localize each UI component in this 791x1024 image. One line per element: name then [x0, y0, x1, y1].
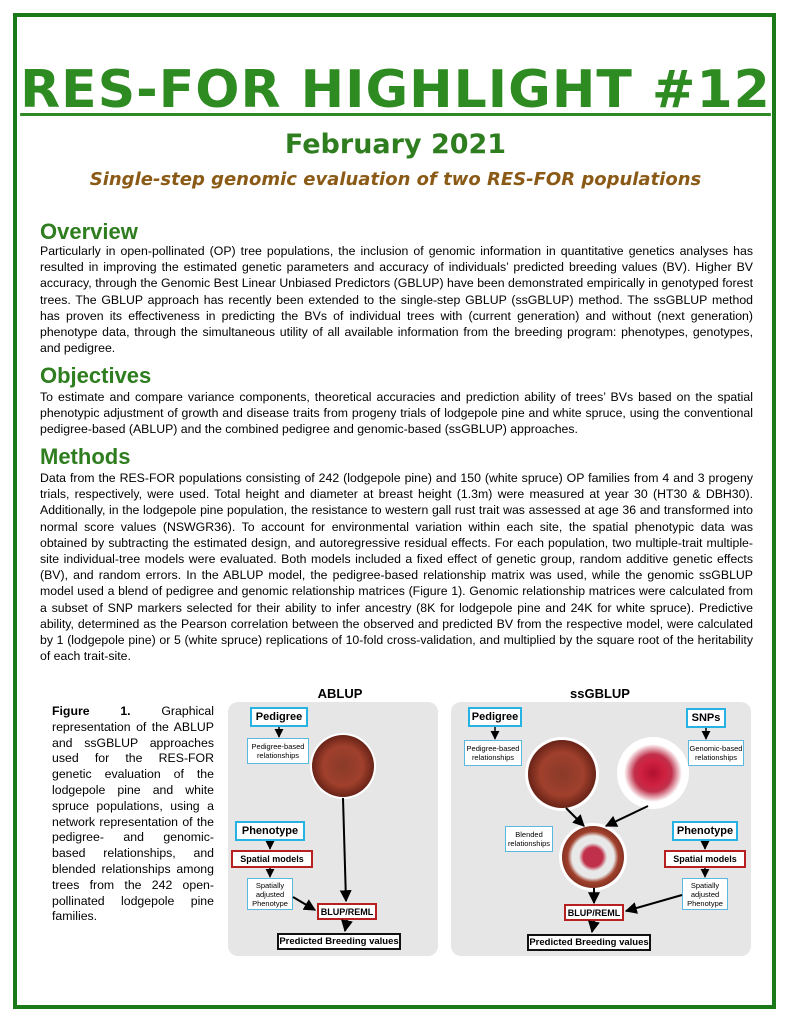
ablup-spatial-models-box: Spatial models: [231, 850, 313, 868]
page-title: RES-FOR HIGHLIGHT #12: [20, 60, 771, 120]
overview-heading: Overview: [40, 219, 138, 244]
methods-heading: Methods: [40, 444, 131, 469]
objectives-heading: Objectives: [40, 363, 152, 388]
ssgblup-title: ssGBLUP: [570, 686, 630, 701]
ssgblup-predicted-box: Predicted Breeding values: [527, 934, 651, 951]
figure-caption-text: Graphical representation of the ABLUP and ssGBLUP approaches used for the RES-FOR genetic evaluation of the lodgepole pine and white spruce populations, using a network representation of the pedigree- and genomic-based relationships, and blended relationships among trees from the 242 open-pollinated lodgepole pine families.: [52, 704, 214, 924]
ssgblup-spatial-models-box: Spatial models: [664, 850, 746, 868]
ablup-pedigree-box: Pedigree: [250, 707, 308, 727]
overview-text: Particularly in open-pollinated (OP) tree populations, the inclusion of genomic information in quantitative genetics analyses has resulted in improving the estimated genetic parameters and accuracy of individuals’ predicted breeding values (BV). Higher BV accuracy, through the Genomic Best Linear Unbiased Predictors (GBLUP) have been demonstrated empirically in genotyped forest trees. The GBLUP approach has recently been extended to the single-step GBLUP (ssGBLUP) method. The ssGBLUP method has proven its effectiveness in predicting the BVs of individual trees with (current generation) and without (next generation) phenotype data, through the simultaneous utility of all available information from the breeding program: phenotypes, genotypes, and pedigree.: [40, 244, 753, 356]
figure-label: Figure 1.: [52, 704, 131, 718]
ablup-pedigree-rel: Pedigree-based relationships: [247, 738, 309, 764]
page-subtitle: Single-step genomic evaluation of two RES-FOR populations: [89, 169, 702, 190]
ssgblup-spatially-adjusted: Spatially adjusted Phenotype: [682, 878, 728, 910]
ssgblup-phenotype-box: Phenotype: [672, 821, 738, 841]
ssgblup-blended-rel: Blended relationships: [505, 826, 553, 852]
ssgblup-blup-box: BLUP/REML: [564, 904, 624, 921]
issue-date: February 2021: [284, 129, 507, 160]
ablup-predicted-box: Predicted Breeding values: [277, 933, 401, 950]
ablup-blup-box: BLUP/REML: [317, 903, 377, 920]
ssgblup-pedigree-box: Pedigree: [468, 707, 522, 727]
ablup-phenotype-box: Phenotype: [235, 821, 305, 841]
ssgblup-genomic-rel: Genomic-based relationships: [688, 740, 744, 766]
objectives-text: To estimate and compare variance components, theoretical accuracies and prediction ability of trees’ BVs based on the spatial phenotypic adjustment of growth and disease traits from progeny trials of lodgepole pine and white spruce, using the conventional pedigree-based (ABLUP) and the combined pedigree and genomic-based (ssGBLUP) approaches.: [40, 390, 753, 437]
ssgblup-snps-box: SNPs: [686, 708, 726, 728]
methods-text: Data from the RES-FOR populations consisting of 242 (lodgepole pine) and 150 (white spruce) OP families from 4 and 3 progeny trials, respectively, were used. Total height and diameter at breast height (1.3m) were measured at year 30 (HT30 & DBH30). Additionally, in the lodgepole pine population, the resistance to western gall rust trait was assessed at age 36 and transformed into normal score values (NSWGR36). To account for environmental variation within each site, the spatial phenotypic data was obtained by subtracting the estimated design, and autoregressive residual effects. For each population, two multiple-trait multiple-site individual-tree models were evaluated. Both models included a fixed effect of genetic group, random additive genetic effects (BV), and random errors. In the ABLUP model, the pedigree-based relationship matrix was used, while the genomic ssGBLUP model used a blend of pedigree and genomic relationship matrices (Figure 1). Genomic relationship matrices were calculated from a subset of SNP markers selected for their ability to infer ancestry (8K for lodgepole pine and 24K for white spruce). Predictive ability, determined as the Pearson correlation between the observed and predicted BV from the respective model, were calculated by 1 (lodgepole pine) or 5 (white spruce) replications of 10-fold cross-validation, and multiplied by the square root of the heritability of each trait-site.: [40, 471, 753, 664]
ssgblup-pedigree-rel: Pedigree-based relationships: [464, 740, 522, 766]
ablup-title: ABLUP: [317, 686, 363, 701]
ablup-spatially-adjusted: Spatially adjusted Phenotype: [247, 878, 293, 910]
